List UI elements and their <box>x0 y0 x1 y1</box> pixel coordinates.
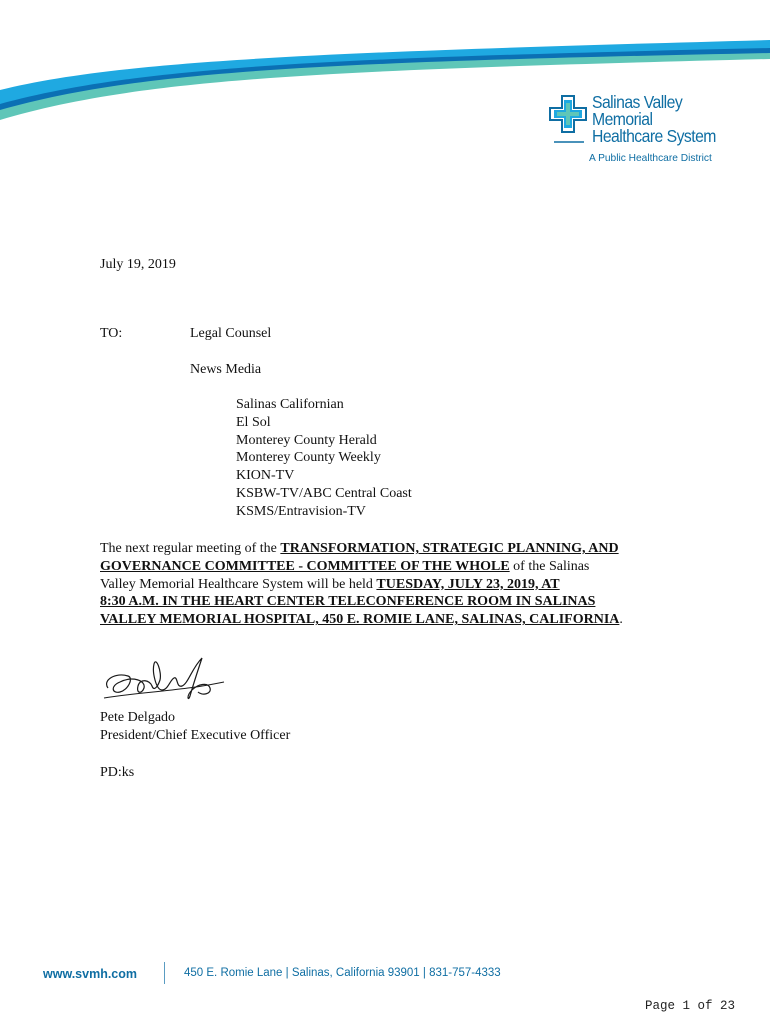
media-outlet: KSMS/Entravision-TV <box>236 503 366 519</box>
organization-name <box>592 94 716 145</box>
recipient-news-media: News Media <box>190 362 262 377</box>
media-outlet: Salinas Californian <box>236 397 344 412</box>
notice-line <box>100 540 680 558</box>
signer-name: Pete Delgado <box>100 710 176 725</box>
committee-name: GOVERNANCE COMMITTEE - COMMITTEE OF THE WHOLE <box>100 558 510 574</box>
meeting-location: 8:30 A.M. IN THE HEART CENTER TELECONFERENCE ROOM IN SALINAS <box>100 594 596 610</box>
footer-website: www.svmh.com <box>43 967 138 981</box>
signer-title: President/Chief Executive Officer <box>100 728 291 743</box>
meeting-notice <box>100 540 680 629</box>
media-outlet: Monterey County Weekly <box>236 450 381 466</box>
meeting-location: VALLEY MEMORIAL HOSPITAL, 450 E. ROMIE LANE, SALINAS, CALIFORNIA <box>100 612 620 628</box>
footer-divider <box>164 962 165 984</box>
media-outlet: KSBW-TV/ABC Central Coast <box>236 485 412 501</box>
letter-date: July 19, 2019 <box>100 257 176 272</box>
media-outlet: Monterey County Herald <box>236 432 377 448</box>
page-number: Page 1 of 23 <box>645 999 736 1013</box>
meeting-datetime: TUESDAY, JULY 23, 2019, AT <box>376 576 560 592</box>
notice-line <box>100 576 680 594</box>
recipient-legal-counsel: Legal Counsel <box>190 326 272 341</box>
notice-text: . <box>619 612 623 628</box>
organization-tagline: A Public Healthcare District <box>589 153 712 164</box>
to-label: TO: <box>100 326 123 341</box>
notice-line <box>100 593 680 611</box>
committee-name: TRANSFORMATION, STRATEGIC PLANNING, AND <box>280 541 619 556</box>
handwritten-signature <box>98 650 228 710</box>
organization-name-line: Memorial <box>592 109 653 129</box>
media-outlet: El Sol <box>236 414 271 430</box>
footer-address: 450 E. Romie Lane | Salinas, California 93901 | 831-757-4333 <box>184 967 501 979</box>
letterhead-logo <box>548 94 748 168</box>
notice-line <box>100 558 680 576</box>
medical-cross-icon <box>548 94 588 146</box>
organization-name-line: Salinas Valley <box>592 92 683 112</box>
organization-name-line: Healthcare System <box>592 126 716 146</box>
reference-initials: PD:ks <box>100 765 135 780</box>
media-outlet-list <box>236 396 412 521</box>
media-outlet: KION-TV <box>236 468 295 484</box>
notice-text: of the Salinas <box>509 558 590 574</box>
notice-text: The next regular meeting of the <box>100 541 281 556</box>
notice-text: Valley Memorial Healthcare System will be held <box>100 576 377 592</box>
notice-line <box>100 611 680 629</box>
